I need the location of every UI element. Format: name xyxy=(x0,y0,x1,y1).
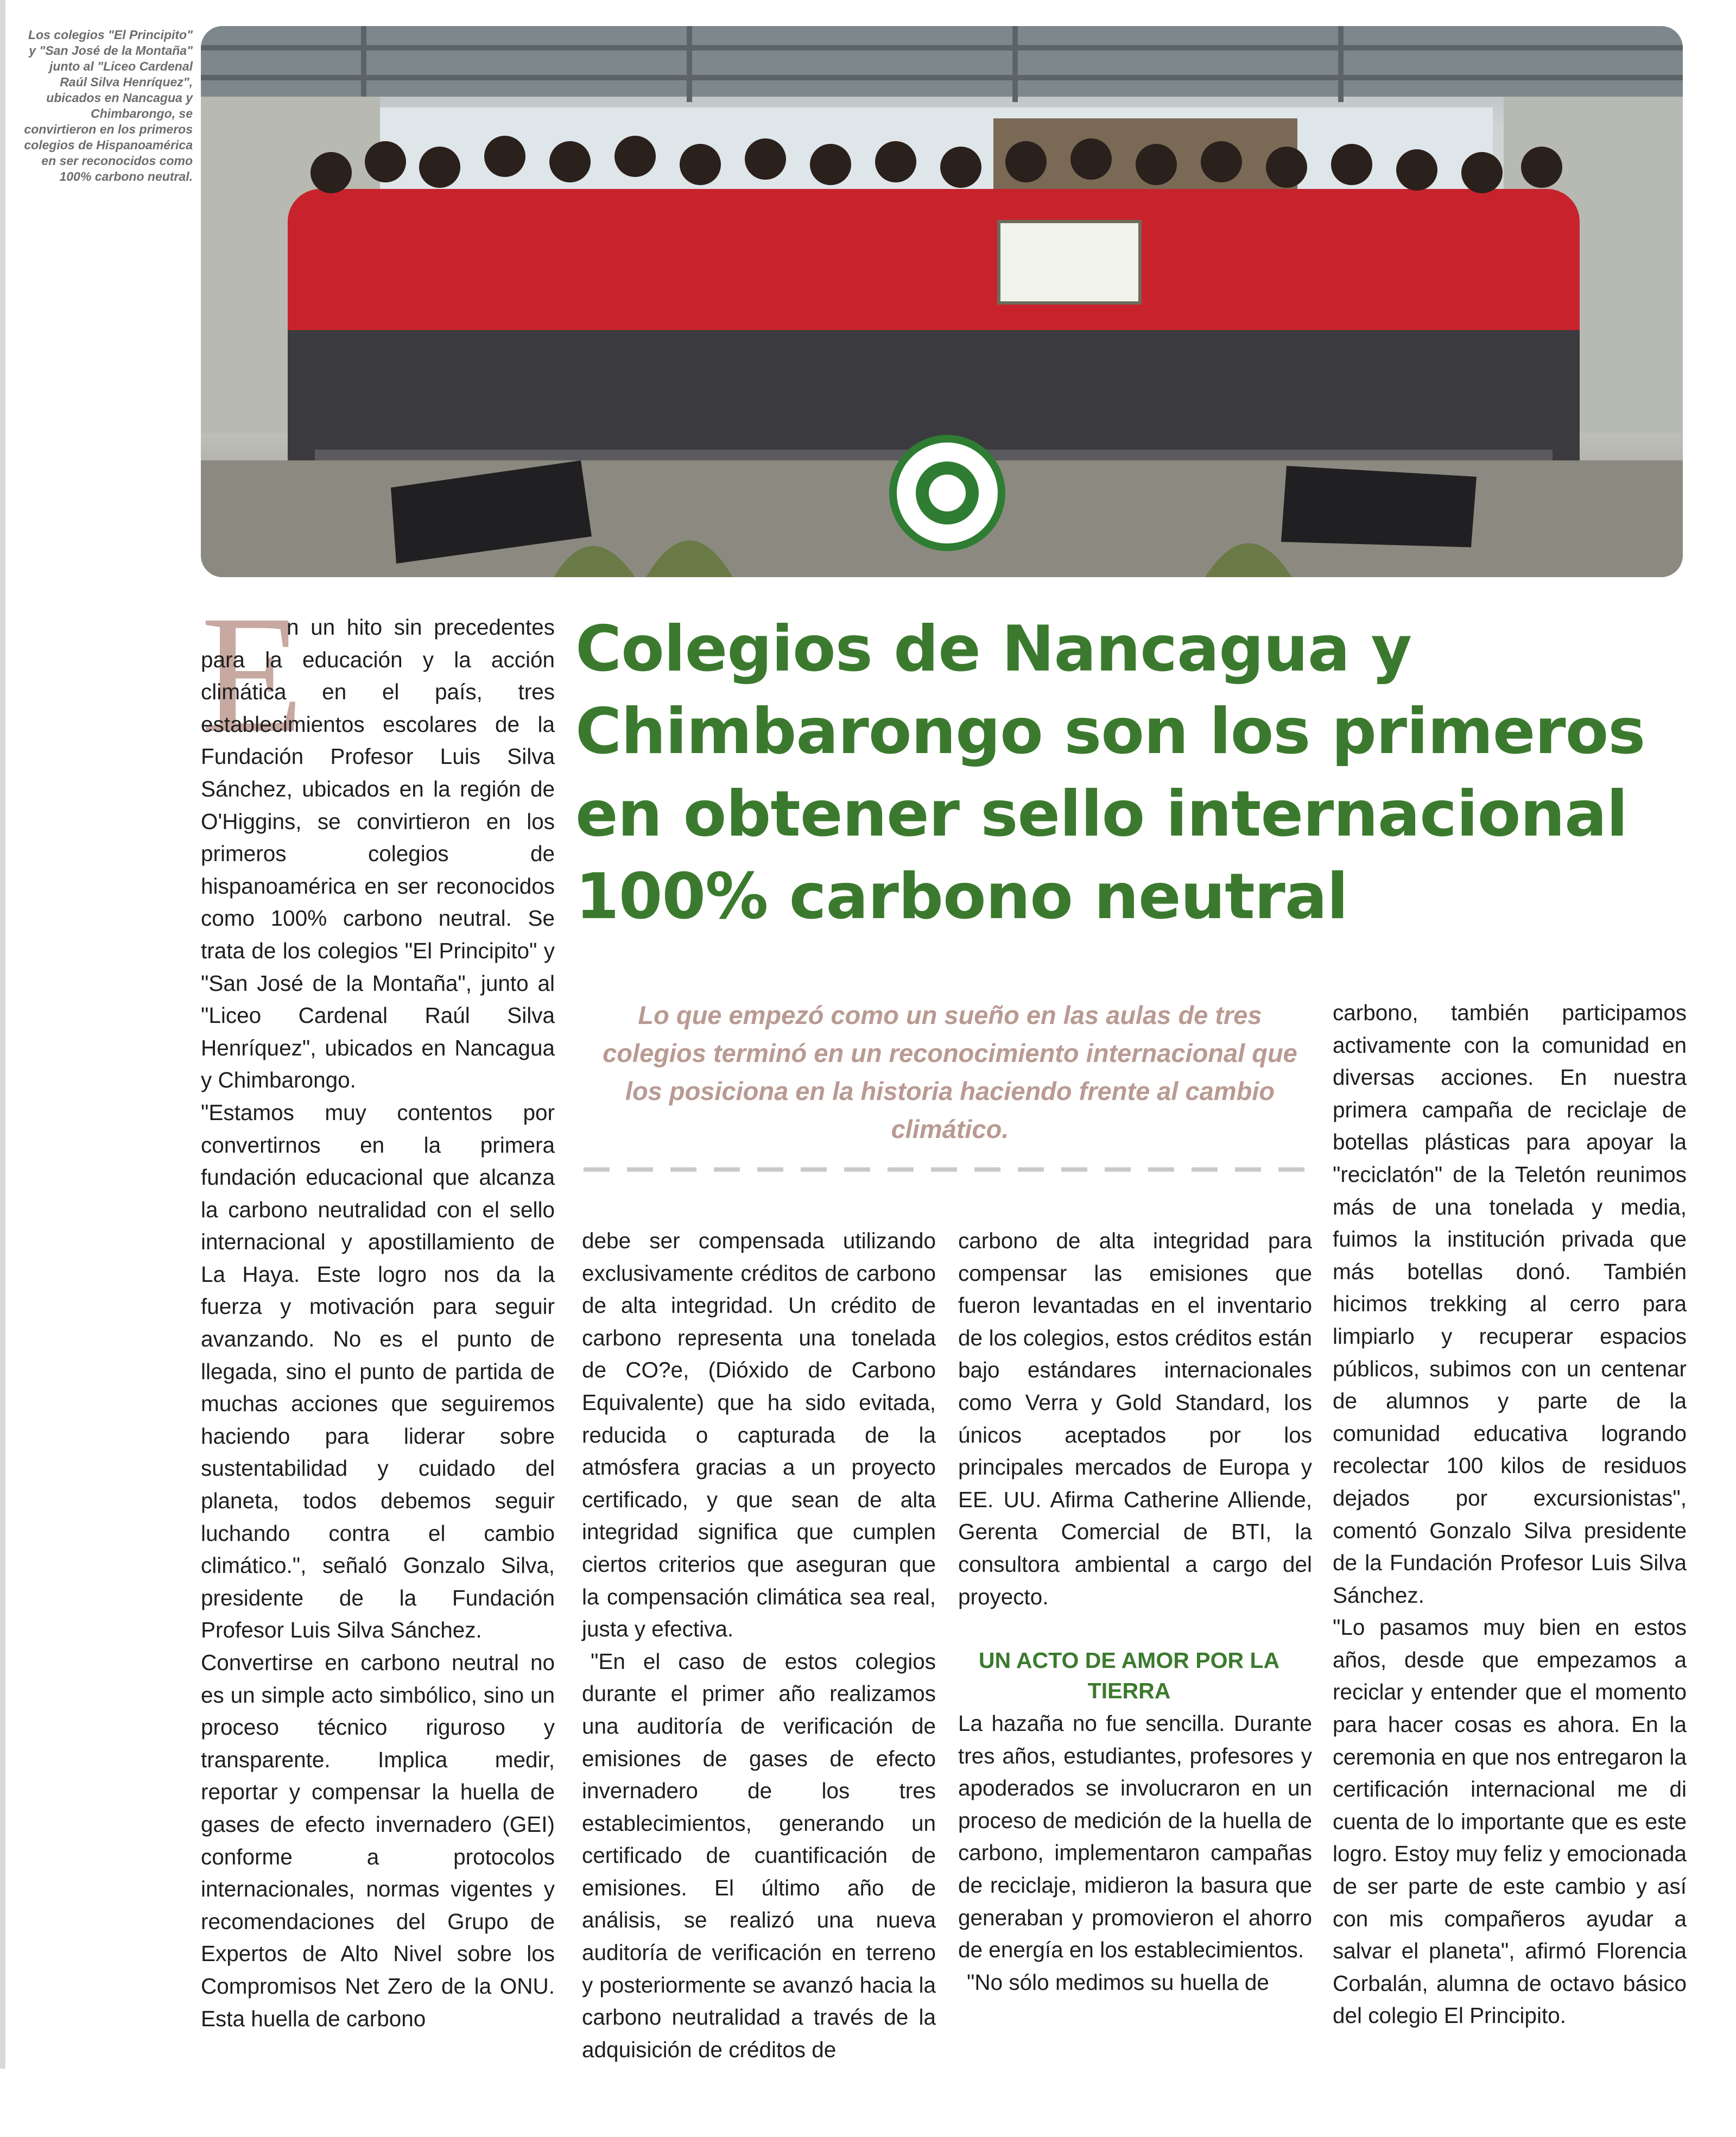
col3-paragraph-1: carbono de alta integridad para compensar las emisiones que fueron levantadas en el inventario de los colegios, estos créditos están bajo estándares internacionales como Verra y Gold Standard, los únicos aceptados por los principales mercados de Europa y EE. UU. Afirma Catherine Alliende, Gerenta Comercial de BTI, la consultora ambiental a cargo del proyecto. xyxy=(958,1228,1312,1609)
col3-paragraph-2: La hazaña no fue sencilla. Durante tres años, estudiantes, profesores y apoderados se involucraron en un proceso de medición de la huella de carbono, implementaron campañas de reciclaje, midieron la basura que generaban y promovieron el ahorro de energía en los establecimientos. xyxy=(958,1711,1312,1963)
ceremony-photo-illustration xyxy=(201,26,1683,577)
col1-lead: n un hito sin precedentes para la educación y la acción climática en el país, tres establecimientos escolares de la Fundación Profesor Luis Silva Sánchez, ubicados en la región de O'Higgins, se convirtieron en los primeros colegios de hispanoamérica en ser reconocidos como 100% carbono neutral. Se trata de los colegios "El Principito" y "San José de la Montaña", junto al "Liceo Cardenal Raúl Silva Henríquez", ubicados en Nancagua y Chimbarongo. xyxy=(201,615,555,1093)
ceremony-photo xyxy=(201,26,1683,577)
column-4 xyxy=(1333,997,1687,2032)
right-speaker xyxy=(1281,466,1477,547)
col2-paragraph-2: "En el caso de estos colegios durante el primer año realizamos una auditoría de verificación de emisiones de gases de efecto invernadero de los tres establecimientos, generando un certificado de cuantificación de emisiones. El último año de análisis, se realizó una nueva auditoría de verificación en terreno y posteriormente se avanzó hacia la carbono neutralidad a través de la adquisición de créditos de xyxy=(582,1648,936,2062)
col4-paragraph-1: carbono, también participamos activamente con la comunidad en diversas acciones. En nuestra primera campaña de reciclaje de botellas plásticas para apoyar la "reciclatón" de la Teletón reunimos más de una tonelada y media, fuimos la institución privada que más botellas donó. También hicimos trekking al cerro para limpiarlo y recuperar espacios públicos, subimos con un centenar de alumnos y parte de la comunidad educativa logrando recolectar 100 kilos de residuos dejados por excursionistas", comentó Gonzalo Silva presidente de la Fundación Profesor Luis Silva Sánchez. xyxy=(1333,1000,1687,1608)
pull-quote: Lo que empezó como un sueño en las aulas de tres colegios terminó en un reconocimiento internacional que los posiciona en la historia haciendo frente al cambio climático. xyxy=(603,1001,1297,1143)
col3-paragraph-3: "No sólo medimos su huella de xyxy=(967,1969,1269,1995)
photo-caption: Los colegios "El Principito" y "San José de la Montaña" junto al "Liceo Cardenal Raúl Silva Henríquez", ubicados en Nancagua y Chimbarongo, se convirtieron en los primeros colegios de Hispanoamérica en ser reconocidos como 100% carbono neutral. xyxy=(24,28,193,184)
section-subhead: UN ACTO DE AMOR POR LA TIERRA xyxy=(978,1648,1280,1703)
roof-structure xyxy=(201,26,1683,97)
col2-paragraph-1: debe ser compensada utilizando exclusivamente créditos de carbono de alta integridad. Un crédito de carbono representa una tonelada de CO?e, (Dióxido de Carbono Equivalente) que ha sido evitada, reducida o capturada de la atmósfera gracias a un proyecto certificado, y que sean de alta integridad significa que cumplen ciertos criterios que aseguran que la compensación climática sea real, justa y efectiva. xyxy=(582,1228,936,1642)
certificate xyxy=(999,222,1140,303)
page-edge-rule xyxy=(0,0,5,2069)
col4-paragraph-2: "Lo pasamos muy bien en estos años, desde que empezamos a reciclar y entender que el momento para hacer cosas es ahora. En la ceremonia en que nos entregaron la certificación internacional me di cuenta de lo importante que es este logro. Estoy muy feliz y emocionada de ser parte de este cambio y así con mis compañeros ayudar a salvar el planeta", afirmó Florencia Corbalán, alumna de octavo básico del colegio El Principito. xyxy=(1333,1615,1687,2028)
column-1 xyxy=(201,581,555,2035)
col1-paragraph-2: "Estamos muy contentos por convertirnos en la primera fundación educacional que alcanza la carbono neutralidad con el sello internacional y apostillamiento de La Haya. Este logro nos da la fuerza y motivación para seguir avanzando. No es el punto de llegada, sino el punto de partida de muchas acciones que seguiremos haciendo para liderar sobre sustentabilidad y cuidado del planeta, todos debemos seguir luchando contra el cambio climático.", señaló Gonzalo Silva, presidente de la Fundación Profesor Luis Silva Sánchez. xyxy=(201,1099,555,1643)
col1-paragraph-3: Convertirse en carbono neutral no es un simple acto simbólico, sino un proceso técnico riguroso y transparente. Implica medir, reportar y compensar la huella de gases de efecto invernadero (GEI) conforme a protocolos internacionales, normas vigentes y recomendaciones del Grupo de Expertos de Alto Nivel sobre los Compromisos Net Zero de la ONU. Esta huella de carbono xyxy=(201,1650,555,2031)
column-3 xyxy=(958,1225,1312,1613)
headline: Colegios de Nancagua y Chimbarongo son los primeros en obtener sello internacional 100% carbono neutral xyxy=(575,612,1645,933)
dashed-divider xyxy=(584,1167,1311,1172)
drop-cap: E xyxy=(201,581,304,768)
column-2 xyxy=(582,1225,936,2066)
column-3-continued xyxy=(958,1708,1312,1999)
